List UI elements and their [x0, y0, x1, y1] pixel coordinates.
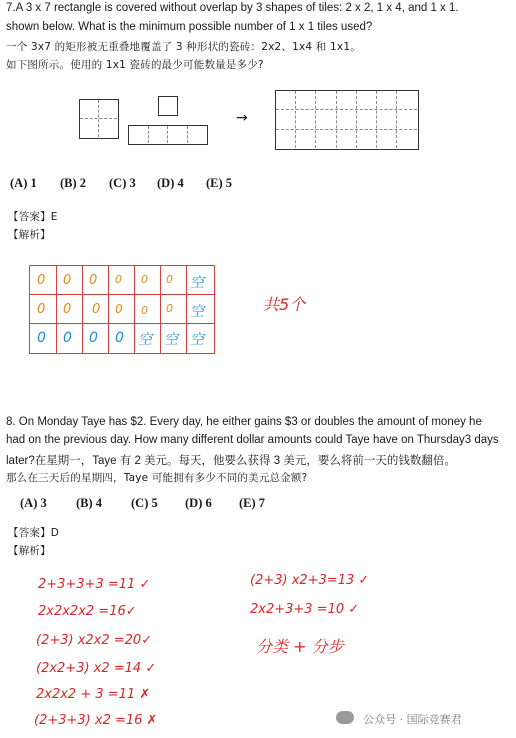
q8-english-line-3: later?在星期一，Taye 有 2 美元。每天，他要么获得 3 美元，要么将前一天的钱数翻倍。 — [6, 455, 456, 467]
work-line: 2+3+3+3 =11 ✓ — [38, 577, 151, 592]
grid-cell: 空 — [190, 304, 204, 320]
grid-cell: 0 — [141, 273, 148, 286]
grid-cell: 0 — [37, 302, 46, 317]
grid-cell: 空 — [164, 332, 178, 348]
grid-cell: 0 — [92, 302, 101, 317]
watermark-text: 公众号 · 国际竞赛君 — [363, 713, 462, 726]
work-line: 2x2x2x2 =16✓ — [38, 604, 137, 619]
grid-cell: 空 — [190, 275, 204, 291]
grid-cell: 0 — [115, 273, 122, 286]
q8-choice-b: (B) 4 — [76, 496, 103, 510]
work-line: (2+3) x2+3=13 ✓ — [250, 573, 370, 588]
grid-cell: 0 — [89, 330, 98, 346]
q7-choice-c: (C) 3 — [109, 176, 136, 190]
grid-cell: 0 — [166, 302, 173, 315]
work-line: (2+3) x2x2 =20✓ — [36, 633, 153, 648]
q7-english-line-1: 7.A 3 x 7 rectangle is covered without overlap by 3 shapes of tiles: 2 x 2, 1 x 4, and 1 x 1. — [6, 2, 459, 14]
grid-cell: 0 — [141, 304, 148, 317]
work-line: (2+3+3) x2 =16 ✗ — [34, 713, 158, 728]
q7-answer-label: 【答案】E — [8, 211, 58, 223]
arrow-icon: → — [236, 110, 248, 126]
grid-cell: 0 — [63, 302, 72, 317]
q7-chinese-line-2: 如下图所示。使用的 1x1 瓷砖的最少可能数量是多少? — [6, 59, 264, 71]
grid-cell: 0 — [37, 273, 46, 288]
handwritten-total: 共5个 — [263, 295, 306, 314]
grid-cell: 0 — [89, 273, 98, 288]
q7-choice-a: (A) 1 — [10, 176, 37, 190]
grid-cell: 0 — [115, 302, 123, 316]
grid-cell: 0 — [166, 273, 173, 286]
work-line: 2x2x2 + 3 =11 ✗ — [36, 687, 151, 702]
q7-choice-b: (B) 2 — [60, 176, 87, 190]
q8-choice-a: (A) 3 — [20, 496, 47, 510]
grid-cell: 0 — [37, 330, 46, 346]
q8-answer-label: 【答案】D — [8, 527, 60, 539]
q8-choice-e: (E) 7 — [239, 496, 266, 510]
q8-english-line-1: 8. On Monday Taye has $2. Every day, he either gains $3 or doubles the amount of money he — [6, 416, 482, 428]
grid-cell: 空 — [190, 332, 204, 348]
q8-analysis-label: 【解析】 — [8, 545, 51, 557]
q7-analysis-label: 【解析】 — [8, 229, 51, 241]
q7-english-line-2: shown below. What is the minimum possible number of 1 x 1 tiles used? — [6, 21, 373, 33]
q7-chinese-line-1: 一个 3x7 的矩形被无重叠地覆盖了 3 种形状的瓷砖：2x2、1x4 和 1x1。 — [6, 41, 361, 53]
q7-choice-d: (D) 4 — [157, 176, 184, 190]
grid-cell: 0 — [63, 273, 72, 288]
work-line: 2x2+3+3 =10 ✓ — [250, 602, 360, 617]
q8-choice-d: (D) 6 — [185, 496, 212, 510]
q8-choice-c: (C) 5 — [131, 496, 158, 510]
wechat-icon — [336, 711, 354, 724]
grid-cell: 空 — [138, 332, 152, 348]
q8-chinese-line-1: 那么在三天后的星期四，Taye 可能拥有多少不同的美元总金额? — [6, 472, 308, 484]
grid-cell: 0 — [115, 330, 124, 346]
grid-cell: 0 — [63, 330, 72, 346]
watermark — [336, 707, 462, 726]
work-line: (2x2+3) x2 =14 ✓ — [36, 661, 157, 676]
q7-choice-e: (E) 5 — [206, 176, 233, 190]
q8-english-line-2: had on the previous day. How many different dollar amounts could Taye have on Thursday3 days — [6, 434, 499, 446]
work-note: 分类 + 分步 — [256, 637, 344, 656]
